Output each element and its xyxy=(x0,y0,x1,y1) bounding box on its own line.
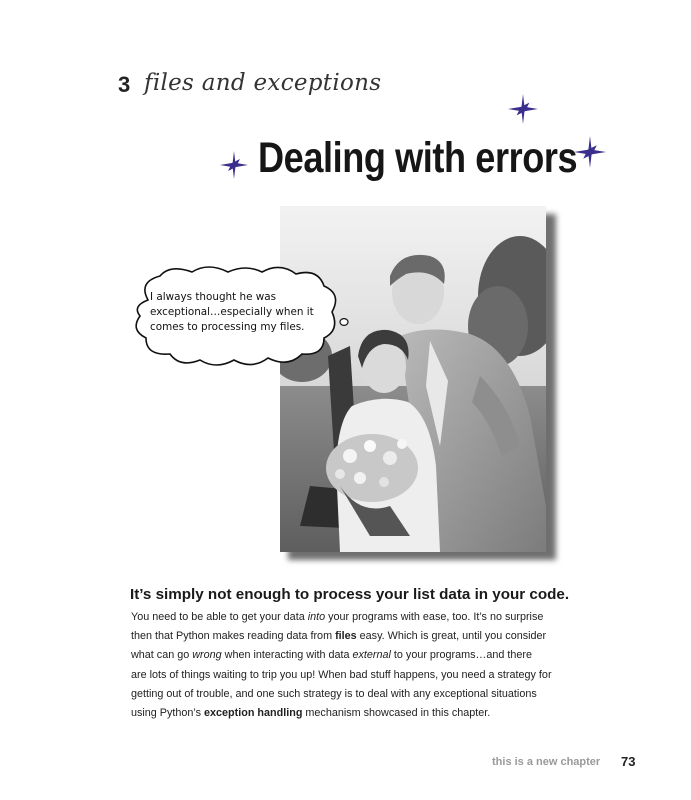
italic-text: external xyxy=(352,649,391,662)
body-line xyxy=(131,608,581,627)
footer-label: this is a new chapter xyxy=(492,756,601,768)
sparkle-icon xyxy=(508,94,538,124)
page-number: 73 xyxy=(621,754,636,769)
body-line xyxy=(131,685,581,704)
bold-text: exception handling xyxy=(204,707,303,720)
body-text-segment: to your programs…and there xyxy=(390,649,532,662)
body-text-segment: what can go xyxy=(131,649,193,662)
body-text-segment: easy. Which is great, until you consider xyxy=(356,630,547,643)
intro-body xyxy=(131,608,581,723)
couple-photo xyxy=(280,206,546,552)
body-line xyxy=(131,666,581,685)
sparkle-icon xyxy=(220,151,248,179)
chapter-number: 3 xyxy=(118,72,131,97)
body-text-segment: then that Python makes reading data from xyxy=(131,630,336,643)
bold-text: files xyxy=(335,630,357,643)
chapter-title: files and exceptions xyxy=(144,70,382,96)
italic-text: into xyxy=(307,611,326,623)
body-text-segment: mechanism showcased in this chapter. xyxy=(302,707,491,720)
body-text-segment: when interacting with data xyxy=(221,649,353,662)
body-text-segment: You need to be able to get your data xyxy=(131,611,308,623)
sparkle-icon xyxy=(574,136,606,168)
body-text-segment: your programs with ease, too. It’s no surprise xyxy=(325,611,544,623)
body-text-segment: are lots of things waiting to trip you up! When bad stuff happens, you need a strategy for xyxy=(131,668,552,681)
body-line xyxy=(131,646,581,665)
italic-text: wrong xyxy=(192,649,222,662)
thought-bubble xyxy=(128,264,352,374)
chapter-heading: Dealing with errors xyxy=(258,134,578,182)
body-line xyxy=(131,627,581,646)
body-text-segment: getting out of trouble, and one such strategy is to deal with any exceptional situations xyxy=(131,687,537,700)
body-line xyxy=(131,704,581,723)
thought-bubble-text: I always thought he was exceptional…especially when it comes to processing my files. xyxy=(150,291,314,333)
body-text-segment: using Python’s xyxy=(131,707,205,720)
intro-lead: It’s simply not enough to process your list data in your code. xyxy=(130,586,570,603)
